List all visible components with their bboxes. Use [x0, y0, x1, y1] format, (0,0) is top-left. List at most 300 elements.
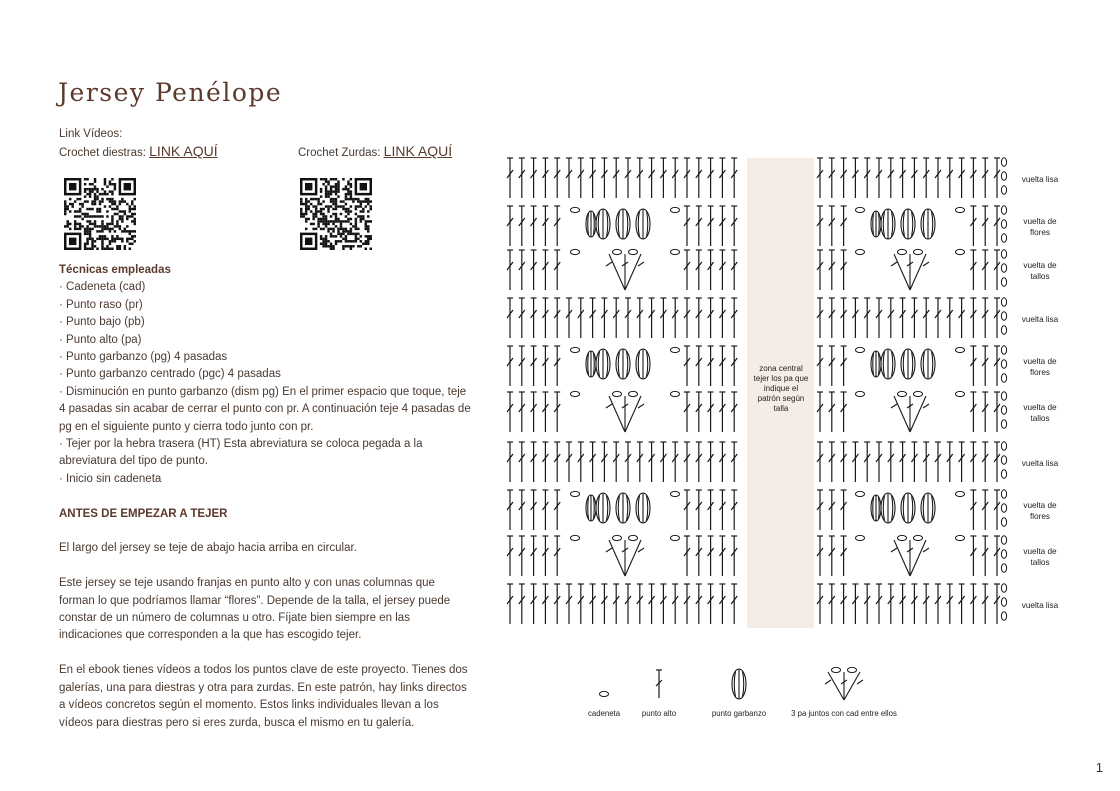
punto-alto-mark — [888, 158, 894, 198]
punto-alto-mark — [994, 442, 1000, 482]
tres-pa-juntos-mark — [825, 667, 863, 700]
punto-alto-mark — [566, 584, 572, 624]
punto-alto-mark — [994, 346, 1000, 386]
punto-alto-mark — [613, 442, 619, 482]
cadeneta-mark — [1001, 346, 1006, 355]
cadeneta-mark — [1001, 442, 1006, 451]
punto-alto-mark — [708, 346, 714, 386]
punto-alto-mark — [554, 442, 560, 482]
punto-alto-mark — [625, 442, 631, 482]
punto-alto-mark — [531, 442, 537, 482]
punto-alto-mark — [601, 158, 607, 198]
punto-alto-mark — [519, 158, 525, 198]
punto-alto-mark — [684, 536, 690, 576]
punto-alto-mark — [542, 536, 548, 576]
punto-alto-mark — [982, 490, 988, 530]
punto-alto-mark — [719, 442, 725, 482]
cadeneta-mark — [956, 535, 965, 540]
punto-alto-mark — [947, 442, 953, 482]
cadeneta-mark — [1001, 158, 1006, 167]
punto-alto-mark — [841, 442, 847, 482]
punto-alto-mark — [923, 298, 929, 338]
central-zone-text: zona central — [759, 364, 803, 373]
punto-alto-mark — [507, 584, 513, 624]
cadeneta-mark — [1001, 490, 1006, 499]
punto-alto-mark — [542, 158, 548, 198]
punto-alto-mark — [841, 346, 847, 386]
punto-garbanzo-mark — [596, 349, 610, 379]
cadeneta-mark — [1001, 278, 1006, 287]
cadeneta-mark — [571, 207, 580, 212]
punto-alto-mark — [719, 346, 725, 386]
cadeneta-mark — [629, 249, 638, 254]
legend-label: 3 pa juntos con cad entre ellos — [791, 709, 897, 718]
cadeneta-mark — [1001, 264, 1006, 273]
punto-garbanzo-mark — [596, 493, 610, 523]
punto-alto-mark — [696, 584, 702, 624]
punto-alto-mark — [519, 206, 525, 246]
punto-alto-mark — [531, 490, 537, 530]
punto-alto-mark — [696, 346, 702, 386]
punto-alto-mark — [684, 346, 690, 386]
punto-alto-mark — [660, 298, 666, 338]
punto-alto-mark — [817, 250, 823, 290]
punto-alto-mark — [911, 158, 917, 198]
punto-alto-mark — [982, 392, 988, 432]
punto-alto-mark — [531, 158, 537, 198]
row-label: vuelta de — [1023, 403, 1057, 412]
cadeneta-mark — [1001, 206, 1006, 215]
technique-item: · Tejer por la hebra trasera (HT) Esta abreviatura se coloca pegada a la abreviatura del tipo de punto. — [59, 438, 423, 468]
punto-alto-mark — [829, 536, 835, 576]
punto-alto-mark — [719, 584, 725, 624]
punto-alto-mark — [613, 298, 619, 338]
punto-alto-mark — [900, 298, 906, 338]
punto-alto-mark — [841, 490, 847, 530]
punto-alto-mark — [970, 346, 976, 386]
cadeneta-mark — [1001, 186, 1006, 195]
row-label: vuelta lisa — [1021, 459, 1059, 468]
punto-garbanzo-mark — [871, 351, 881, 377]
punto-alto-mark — [519, 250, 525, 290]
punto-alto-mark — [660, 442, 666, 482]
cadeneta-mark — [1001, 456, 1006, 465]
punto-alto-mark — [625, 584, 631, 624]
punto-alto-mark — [982, 158, 988, 198]
cadeneta-mark — [1001, 504, 1006, 513]
punto-alto-mark — [994, 392, 1000, 432]
punto-garbanzo-mark — [881, 493, 895, 523]
punto-alto-mark — [970, 442, 976, 482]
technique-item: · Disminución en punto garbanzo (dism pg) En el primer espacio que toque, teje 4 pasadas sin acabar de cerrar el punto con pr. A continuación teje 4 pasadas de pg en el siguiente punto y cierra todo junto con pr. — [59, 385, 471, 433]
punto-alto-mark — [841, 536, 847, 576]
page-title: Jersey Penélope — [58, 78, 283, 107]
punto-alto-mark — [923, 584, 929, 624]
punto-garbanzo-mark — [732, 669, 746, 699]
punto-garbanzo-mark — [586, 211, 596, 237]
cadeneta-mark — [671, 391, 680, 396]
cadeneta-mark — [571, 347, 580, 352]
punto-garbanzo-mark — [586, 351, 596, 377]
punto-alto-mark — [829, 442, 835, 482]
punto-garbanzo-mark — [871, 495, 881, 521]
punto-alto-mark — [684, 442, 690, 482]
punto-alto-mark — [613, 158, 619, 198]
punto-alto-mark — [852, 584, 858, 624]
punto-alto-mark — [531, 584, 537, 624]
punto-alto-mark — [719, 158, 725, 198]
row-label: vuelta de — [1023, 501, 1057, 510]
row-label: vuelta de — [1023, 357, 1057, 366]
cadeneta-mark — [629, 391, 638, 396]
punto-alto-mark — [507, 536, 513, 576]
cadeneta-mark — [1001, 326, 1006, 335]
legend-label: punto alto — [641, 709, 677, 718]
cadeneta-mark — [856, 491, 865, 496]
right-handed-link[interactable]: LINK AQUÍ — [149, 143, 218, 159]
cadeneta-mark — [671, 249, 680, 254]
crochet-stitch-chart — [500, 150, 1070, 730]
punto-alto-mark — [982, 442, 988, 482]
punto-alto-mark — [719, 250, 725, 290]
cadeneta-mark — [1001, 172, 1006, 181]
punto-alto-mark — [554, 584, 560, 624]
punto-alto-mark — [731, 536, 737, 576]
punto-alto-mark — [708, 442, 714, 482]
punto-alto-mark — [900, 584, 906, 624]
cadeneta-mark — [1001, 360, 1006, 369]
punto-alto-mark — [864, 442, 870, 482]
punto-alto-mark — [959, 158, 965, 198]
punto-alto-mark — [829, 206, 835, 246]
punto-alto-mark — [578, 442, 584, 482]
cadeneta-mark — [956, 249, 965, 254]
cadeneta-mark — [613, 249, 622, 254]
punto-alto-mark — [566, 158, 572, 198]
punto-alto-mark — [994, 298, 1000, 338]
legend-punto-alto-icon — [656, 670, 662, 698]
punto-alto-mark — [649, 584, 655, 624]
punto-alto-mark — [982, 584, 988, 624]
punto-alto-mark — [817, 392, 823, 432]
punto-alto-mark — [684, 158, 690, 198]
punto-alto-mark — [531, 392, 537, 432]
punto-alto-mark — [507, 392, 513, 432]
cadeneta-mark — [956, 491, 965, 496]
punto-alto-mark — [554, 392, 560, 432]
left-handed-label: Crochet Zurdas: — [298, 147, 381, 159]
punto-garbanzo-mark — [921, 209, 935, 239]
punto-alto-mark — [911, 298, 917, 338]
instructions-text — [59, 262, 473, 732]
punto-alto-mark — [935, 158, 941, 198]
punto-alto-mark — [625, 158, 631, 198]
punto-alto-mark — [841, 584, 847, 624]
punto-alto-mark — [542, 442, 548, 482]
cadeneta-mark — [956, 347, 965, 352]
punto-alto-mark — [637, 584, 643, 624]
cadeneta-mark — [1001, 598, 1006, 607]
cadeneta-mark — [571, 491, 580, 496]
punto-garbanzo-mark — [901, 349, 915, 379]
punto-alto-mark — [531, 536, 537, 576]
legend-label: cadeneta — [587, 709, 621, 718]
tres-pa-juntos-mark — [891, 249, 929, 290]
punto-alto-mark — [817, 158, 823, 198]
punto-alto-mark — [852, 298, 858, 338]
before-paragraph: Este jersey se teje usando franjas en punto alto y con unas columnas que forman lo que podríamos llamar “flores”. Depende de la talla, el jersey puede constar de un número de columnas u otro. Fíjate bien siempre en las indicaciones que corresponden a la que has escogido tejer. — [59, 577, 451, 642]
punto-alto-mark — [817, 346, 823, 386]
cadeneta-mark — [898, 391, 907, 396]
punto-alto-mark — [994, 250, 1000, 290]
punto-alto-mark — [507, 158, 513, 198]
cadeneta-mark — [832, 667, 841, 672]
cadeneta-mark — [613, 391, 622, 396]
cadeneta-mark — [956, 207, 965, 212]
punto-alto-mark — [994, 490, 1000, 530]
punto-alto-mark — [959, 442, 965, 482]
punto-alto-mark — [531, 346, 537, 386]
punto-alto-mark — [900, 442, 906, 482]
punto-alto-mark — [719, 298, 725, 338]
page-number: 1 — [1095, 760, 1103, 775]
punto-alto-mark — [696, 298, 702, 338]
punto-alto-mark — [601, 298, 607, 338]
punto-alto-mark — [817, 490, 823, 530]
tres-pa-juntos-mark — [891, 391, 929, 432]
punto-alto-mark — [970, 298, 976, 338]
punto-alto-mark — [613, 584, 619, 624]
punto-alto-mark — [531, 298, 537, 338]
punto-alto-mark — [542, 392, 548, 432]
technique-item: · Punto alto (pa) — [59, 333, 142, 346]
punto-alto-mark — [684, 250, 690, 290]
punto-alto-mark — [731, 298, 737, 338]
cadeneta-mark — [1001, 392, 1006, 401]
tres-pa-juntos-mark — [606, 249, 644, 290]
punto-alto-mark — [970, 536, 976, 576]
punto-alto-mark — [970, 490, 976, 530]
punto-alto-mark — [542, 206, 548, 246]
punto-garbanzo-mark — [871, 211, 881, 237]
punto-alto-mark — [684, 206, 690, 246]
punto-alto-mark — [731, 584, 737, 624]
central-zone-text: indique el — [763, 384, 799, 393]
punto-alto-mark — [696, 206, 702, 246]
punto-alto-mark — [841, 298, 847, 338]
punto-alto-mark — [601, 442, 607, 482]
punto-alto-mark — [864, 298, 870, 338]
punto-alto-mark — [554, 206, 560, 246]
qr-code-left-handed-icon[interactable] — [300, 178, 372, 250]
row-label: vuelta lisa — [1021, 601, 1059, 610]
punto-garbanzo-mark — [901, 209, 915, 239]
punto-alto-mark — [696, 250, 702, 290]
row-label: flores — [1029, 368, 1051, 377]
punto-alto-mark — [696, 442, 702, 482]
punto-alto-mark — [590, 298, 596, 338]
punto-alto-mark — [841, 392, 847, 432]
punto-alto-mark — [554, 250, 560, 290]
cadeneta-mark — [856, 535, 865, 540]
row-label: tallos — [1030, 414, 1050, 423]
punto-alto-mark — [708, 298, 714, 338]
punto-alto-mark — [994, 536, 1000, 576]
punto-alto-mark — [660, 158, 666, 198]
punto-garbanzo-mark — [921, 349, 935, 379]
punto-alto-mark — [841, 158, 847, 198]
punto-alto-mark — [876, 158, 882, 198]
row-label: vuelta lisa — [1021, 175, 1059, 184]
punto-alto-mark — [507, 490, 513, 530]
punto-garbanzo-mark — [586, 495, 596, 521]
punto-alto-mark — [982, 536, 988, 576]
punto-alto-mark — [888, 298, 894, 338]
punto-alto-mark — [507, 346, 513, 386]
punto-alto-mark — [625, 298, 631, 338]
punto-garbanzo-mark — [616, 209, 630, 239]
cadeneta-mark — [1001, 564, 1006, 573]
punto-alto-mark — [970, 206, 976, 246]
cadeneta-mark — [629, 535, 638, 540]
left-handed-link[interactable]: LINK AQUÍ — [383, 143, 453, 159]
qr-code-right-handed-icon[interactable] — [64, 178, 136, 250]
punto-alto-mark — [982, 206, 988, 246]
punto-alto-mark — [708, 158, 714, 198]
punto-alto-mark — [829, 584, 835, 624]
cadeneta-mark — [1001, 220, 1006, 229]
punto-alto-mark — [852, 442, 858, 482]
punto-alto-mark — [923, 158, 929, 198]
punto-alto-mark — [935, 584, 941, 624]
cadeneta-mark — [1001, 612, 1006, 621]
punto-alto-mark — [672, 584, 678, 624]
punto-alto-mark — [817, 206, 823, 246]
punto-alto-mark — [817, 442, 823, 482]
tres-pa-juntos-mark — [606, 535, 644, 576]
cadeneta-mark — [671, 535, 680, 540]
punto-alto-mark — [578, 584, 584, 624]
punto-alto-mark — [970, 250, 976, 290]
cadeneta-mark — [571, 535, 580, 540]
punto-alto-mark — [731, 392, 737, 432]
punto-alto-mark — [935, 442, 941, 482]
punto-alto-mark — [994, 158, 1000, 198]
punto-alto-mark — [841, 250, 847, 290]
punto-garbanzo-mark — [616, 349, 630, 379]
cadeneta-mark — [613, 535, 622, 540]
cadeneta-mark — [571, 249, 580, 254]
punto-alto-mark — [531, 250, 537, 290]
cadeneta-mark — [1001, 298, 1006, 307]
cadeneta-mark — [671, 491, 680, 496]
punto-alto-mark — [829, 250, 835, 290]
punto-garbanzo-mark — [636, 493, 650, 523]
punto-garbanzo-mark — [636, 349, 650, 379]
punto-alto-mark — [876, 442, 882, 482]
tres-pa-juntos-mark — [606, 391, 644, 432]
punto-alto-mark — [519, 392, 525, 432]
techniques-heading: Técnicas empleadas — [59, 264, 171, 276]
punto-alto-mark — [888, 584, 894, 624]
punto-alto-mark — [935, 298, 941, 338]
punto-alto-mark — [708, 250, 714, 290]
punto-alto-mark — [531, 206, 537, 246]
punto-garbanzo-mark — [636, 209, 650, 239]
cadeneta-mark — [1001, 406, 1006, 415]
punto-alto-mark — [519, 346, 525, 386]
punto-alto-mark — [637, 298, 643, 338]
punto-alto-mark — [911, 442, 917, 482]
punto-alto-mark — [542, 584, 548, 624]
punto-alto-mark — [994, 206, 1000, 246]
row-label: tallos — [1030, 558, 1050, 567]
punto-alto-mark — [719, 490, 725, 530]
punto-alto-mark — [817, 536, 823, 576]
punto-alto-mark — [970, 158, 976, 198]
punto-alto-mark — [696, 158, 702, 198]
punto-alto-mark — [542, 346, 548, 386]
punto-alto-mark — [554, 536, 560, 576]
before-heading: ANTES DE EMPEZAR A TEJER — [59, 507, 228, 520]
punto-alto-mark — [829, 298, 835, 338]
cadeneta-mark — [856, 249, 865, 254]
punto-garbanzo-mark — [881, 209, 895, 239]
punto-alto-mark — [649, 442, 655, 482]
right-handed-label: Crochet diestras: — [59, 147, 146, 159]
cadeneta-mark — [1001, 420, 1006, 429]
cadeneta-mark — [1001, 250, 1006, 259]
punto-alto-mark — [994, 584, 1000, 624]
cadeneta-mark — [856, 347, 865, 352]
punto-alto-mark — [696, 536, 702, 576]
punto-alto-mark — [519, 298, 525, 338]
punto-alto-mark — [876, 298, 882, 338]
punto-alto-mark — [566, 442, 572, 482]
punto-alto-mark — [731, 346, 737, 386]
punto-alto-mark — [719, 206, 725, 246]
cadeneta-mark — [571, 391, 580, 396]
punto-alto-mark — [554, 158, 560, 198]
punto-alto-mark — [590, 584, 596, 624]
punto-alto-mark — [507, 206, 513, 246]
punto-alto-mark — [864, 158, 870, 198]
punto-alto-mark — [982, 346, 988, 386]
punto-alto-mark — [731, 158, 737, 198]
punto-alto-mark — [876, 584, 882, 624]
punto-alto-mark — [864, 584, 870, 624]
links-label: Link Vídeos: — [59, 128, 123, 140]
technique-item: · Punto bajo (pb) — [59, 316, 145, 329]
video-links — [59, 126, 499, 160]
cadeneta-mark — [914, 535, 923, 540]
technique-item: · Punto garbanzo centrado (pgc) 4 pasadas — [59, 368, 281, 381]
punto-alto-mark — [731, 250, 737, 290]
punto-alto-mark — [829, 490, 835, 530]
cadeneta-mark — [1001, 518, 1006, 527]
punto-alto-mark — [731, 206, 737, 246]
punto-alto-mark — [684, 392, 690, 432]
punto-alto-mark — [554, 490, 560, 530]
cadeneta-mark — [898, 535, 907, 540]
cadeneta-mark — [671, 347, 680, 352]
row-label: vuelta lisa — [1021, 315, 1059, 324]
punto-alto-mark — [708, 536, 714, 576]
punto-alto-mark — [542, 250, 548, 290]
punto-alto-mark — [829, 346, 835, 386]
punto-alto-mark — [649, 298, 655, 338]
central-zone-text: talla — [773, 404, 789, 413]
